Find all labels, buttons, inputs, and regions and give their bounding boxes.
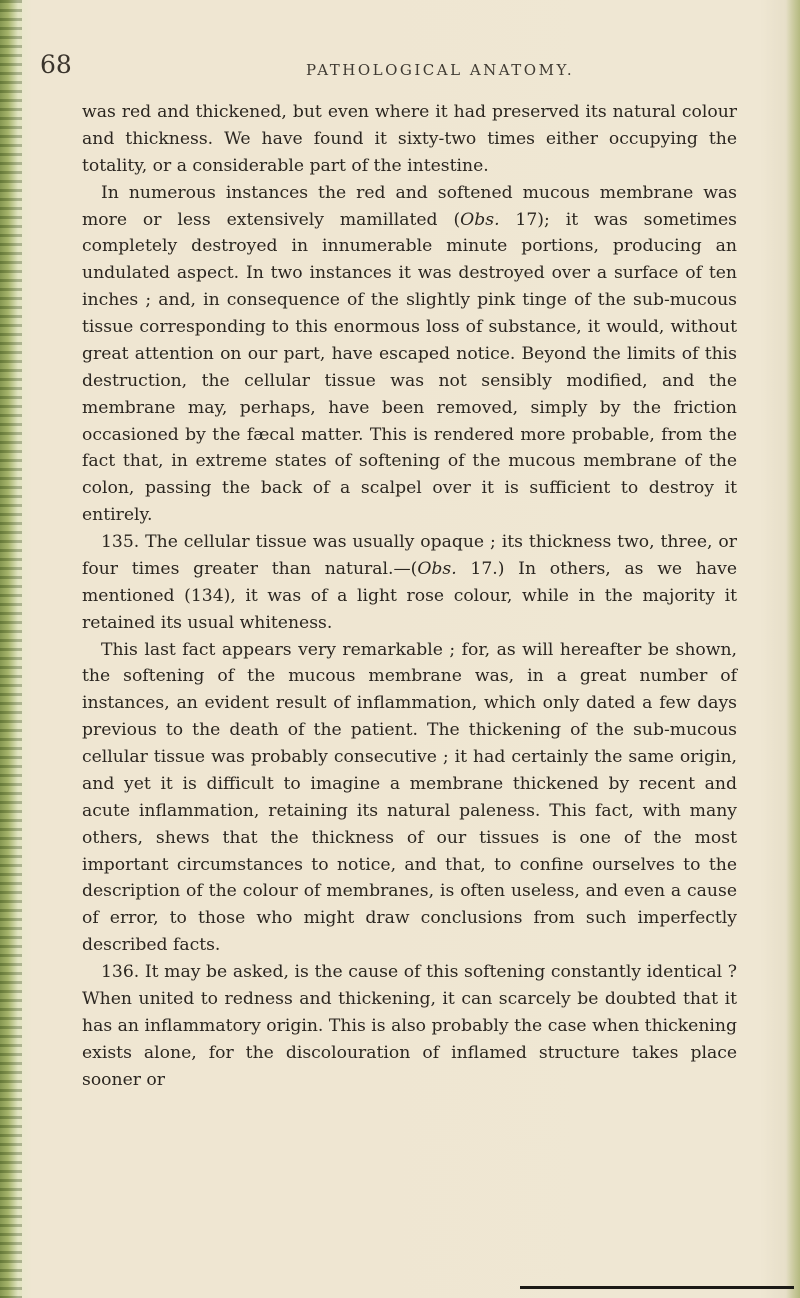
text-run: In numerous instances the red and softened mucous membrane was more or less extensively mamillated ( <box>82 182 737 230</box>
text-run: 17); it was sometimes completely destroyed in innumerable minute portions, producing an undulated aspect. In two instances it was destroyed over a surface of ten inches ; and, in consequence of the slightly pink tinge of the sub-mucous tissue corresponding to this enormous loss of substance, it would, without great attention on our part, have escaped notice. Beyond the limits of this destruction, the cellular tissue was not sensibly modified, and the membrane may, perhaps, have been removed, simply by the friction occasioned by the fæcal matter. This is rendered more probable, from the fact that, in extreme states of softening of the mucous membrane of the colon, passing the back of a scalpel over it is sufficient to destroy it entirely. <box>82 209 737 526</box>
paragraph <box>82 637 737 960</box>
paragraph <box>82 99 737 180</box>
text-run: 135. The cellular tissue was usually opaque ; its thickness two, three, or four times greater than natural.—( <box>82 532 737 579</box>
page-binding-edge <box>0 0 22 1298</box>
page-header <box>40 48 780 88</box>
body-text <box>82 99 737 1093</box>
page-right-edge <box>786 0 800 1298</box>
italic-text: Obs. <box>417 558 457 579</box>
text-run: was red and thickened, but even where it had preserved its natural colour and thickness. We have found it sixty-two times either occupying the totality, or a considerable part of the intestine. <box>82 102 737 176</box>
running-head: PATHOLOGICAL ANATOMY. <box>306 61 575 79</box>
text-run: 136. It may be asked, is the cause of this softening constantly identical ? When united to redness and thickening, it can scarcely be doubted that it has an inflammatory origin. This is also probably the case when thickening exists alone, for the discolouration of inflamed structure takes place sooner or <box>82 962 737 1090</box>
italic-text: Obs. <box>460 209 500 230</box>
page-number: 68 <box>40 50 72 79</box>
text-run: This last fact appears very remarkable ; for, as will hereafter be shown, the softening of the mucous membrane was, in a great number of instances, an evident result of inflammation, which only dated a few days previous to the death of the patient. The thickening of the sub-mucous cellular tissue was probably consecutive ; it had certainly the same origin, and yet it is difficult to imagine a membrane thickened by recent and acute inflammation, retaining its natural paleness. This fact, with many others, shews that the thickness of our tissues is one of the most important circumstances to notice, and that, to confine ourselves to the description of the colour of membranes, is often useless, and even a cause of error, to those who might draw conclusions from such imperfectly described facts. <box>82 639 737 956</box>
paragraph <box>82 959 737 1093</box>
paragraph <box>82 180 737 529</box>
paragraph <box>82 529 737 637</box>
bottom-rule <box>520 1286 794 1289</box>
text-run: 17.) In others, as we have mentioned (134), it was of a light rose colour, while in the majority it retained its usual whiteness. <box>82 558 737 633</box>
